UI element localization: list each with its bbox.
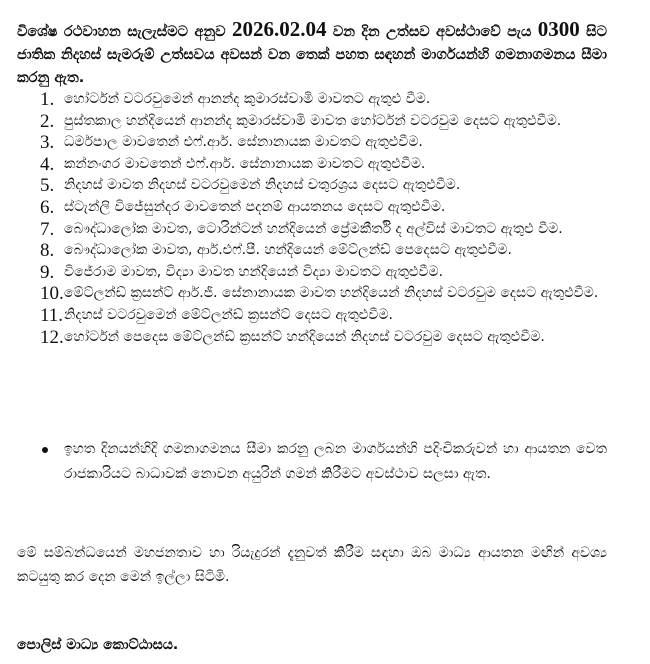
- list-item: [0, 89, 607, 111]
- list-number: 2.: [40, 110, 55, 132]
- list-number: 10.: [40, 283, 64, 305]
- list-number: 3.: [40, 132, 55, 154]
- note-text: ඉහත දිනයන්හිදි ගමනාගමනය සීමා කරනු ලබන මාර්ගයන්හි පදිංචිකරුවන් හා ආයතන වෙත රාජකාරියට බාධාවක් නොවන අයුරින් ගමන් කිරීමට අවස්ථාව සලසා ඇත.: [64, 441, 607, 482]
- bullet-item: [0, 437, 607, 486]
- list-item-text: බෞද්ධාලෝක මාවත, ටොරින්ටන් හන්දියෙන් ප්‍රේමකීර්ති ද අල්විස් මාවතට ඇතුළු වීම.: [64, 220, 563, 237]
- intro-date: 2026.02.04: [231, 16, 327, 41]
- intro-time: 0300: [537, 16, 580, 41]
- list-item: [0, 219, 607, 241]
- list-item-text: හෝර්ටන් වටරවුමෙන් ආනන්ද කුමාරස්වාමි මාවතට ඇතුළු වීම.: [64, 91, 431, 107]
- intro-text-part1: විශේෂ රථවාහන සැලැස්මට අනුව: [17, 23, 232, 40]
- list-item: [0, 111, 607, 133]
- list-number: 9.: [40, 261, 55, 283]
- list-number: 8.: [40, 240, 55, 262]
- bullet-icon: [42, 447, 48, 453]
- list-item-text: කන්නංගර මාවතෙන් එෆ්.ආර්. සේනානායක මාවතට ඇතුළුවීම.: [64, 155, 426, 172]
- list-item-text: නිදහස් වටරවුමෙන් මේට්ලන්ඩ් ක්‍රසන්ට් දෙසට ඇතුළුවීම.: [64, 306, 393, 323]
- list-number: 5.: [40, 175, 55, 197]
- list-number: 12.: [40, 326, 64, 348]
- list-item-text: විජේරාම මාවත, විද්‍යා මාවත හන්දියෙන් විද්‍යා මාවතට ඇතුළුවීම.: [64, 263, 444, 280]
- restricted-routes-list: [0, 89, 650, 348]
- list-item: [0, 175, 607, 197]
- list-item-text: ස්ටැන්ලි විජේසුන්දර මාවතෙන් පදනම් ආයතනය දෙසට ඇතුළුවීම.: [64, 198, 446, 215]
- intro-paragraph: [17, 18, 607, 90]
- list-item-text: ධර්මපාල මාවතෙන් එෆ්.ආර්. සේනානායක මාවතට ඇතුළුවීම.: [64, 134, 423, 151]
- list-item: [0, 283, 607, 305]
- closing-paragraph: මේ සම්බන්ධයෙන් මහජනතාව හා රියැදුරන් දැනුවත් කිරීම සඳහා ඔබ මාධ්‍ය ආයතන මඟින් අවශ්‍ය කටයුතු කර දෙන මෙන් ඉල්ලා සිටිමි.: [17, 545, 607, 585]
- residents-access-note: [0, 437, 650, 486]
- list-item-text: මේට්ලන්ඩ් ක්‍රසන්ට් ආර්.ජී. සේනානායක මාවත හන්දියෙන් නිදහස් වටරවුම දෙසට ඇතුළුවීම.: [64, 285, 599, 302]
- list-number: 4.: [40, 153, 55, 175]
- list-item-text: හෝර්ටන් පෙදෙස මේට්ලන්ඩ් ක්‍රසන්ට් හන්දියෙන් නිදහස් වටරවුම දෙසට ඇතුළුවීම.: [64, 328, 545, 345]
- list-number: 1.: [40, 89, 55, 110]
- list-item: [0, 197, 607, 219]
- list-item-text: පුස්තකාල හන්දියෙන් ආනන්ද කුමාරස්වාමි මාවත හෝර්ටන් වටරවුම දෙසට ඇතුළුවීම.: [64, 112, 562, 129]
- intro-text-part2: වන දින උත්සව අවස්ථාවේ පැය: [326, 23, 538, 40]
- list-item: [0, 240, 607, 262]
- list-item: [0, 327, 607, 349]
- list-item: [0, 262, 607, 284]
- list-item-text: නිදහස් මාවත නිදහස් වටරවුමෙන් නිදහස් චතුරශ්‍රය දෙසට ඇතුළුවීම.: [64, 177, 461, 194]
- list-number: 6.: [40, 196, 55, 218]
- list-item: [0, 154, 607, 176]
- list-item-text: බෞද්ධාලෝක මාවත, ආර්.එෆ්.පී. හන්දියෙන් මේට්ලන්ඩ් පෙදෙසට ඇතුළුවීම.: [64, 242, 512, 259]
- signature: පොලිස් මාධ්‍ය කොට්ඨාසය.: [17, 637, 179, 653]
- list-item: [0, 132, 607, 154]
- list-item: [0, 305, 607, 327]
- list-number: 7.: [40, 218, 55, 240]
- intro-text-part3: සිට ජාතික නිදහස් සැමරුම් උත්සවය අවසන් වන තෙක් පහත සඳහන් මාර්ගයන්හි ගමනාගමනය සීමා කරනු ඇත.: [17, 23, 607, 86]
- list-number: 11.: [40, 304, 64, 326]
